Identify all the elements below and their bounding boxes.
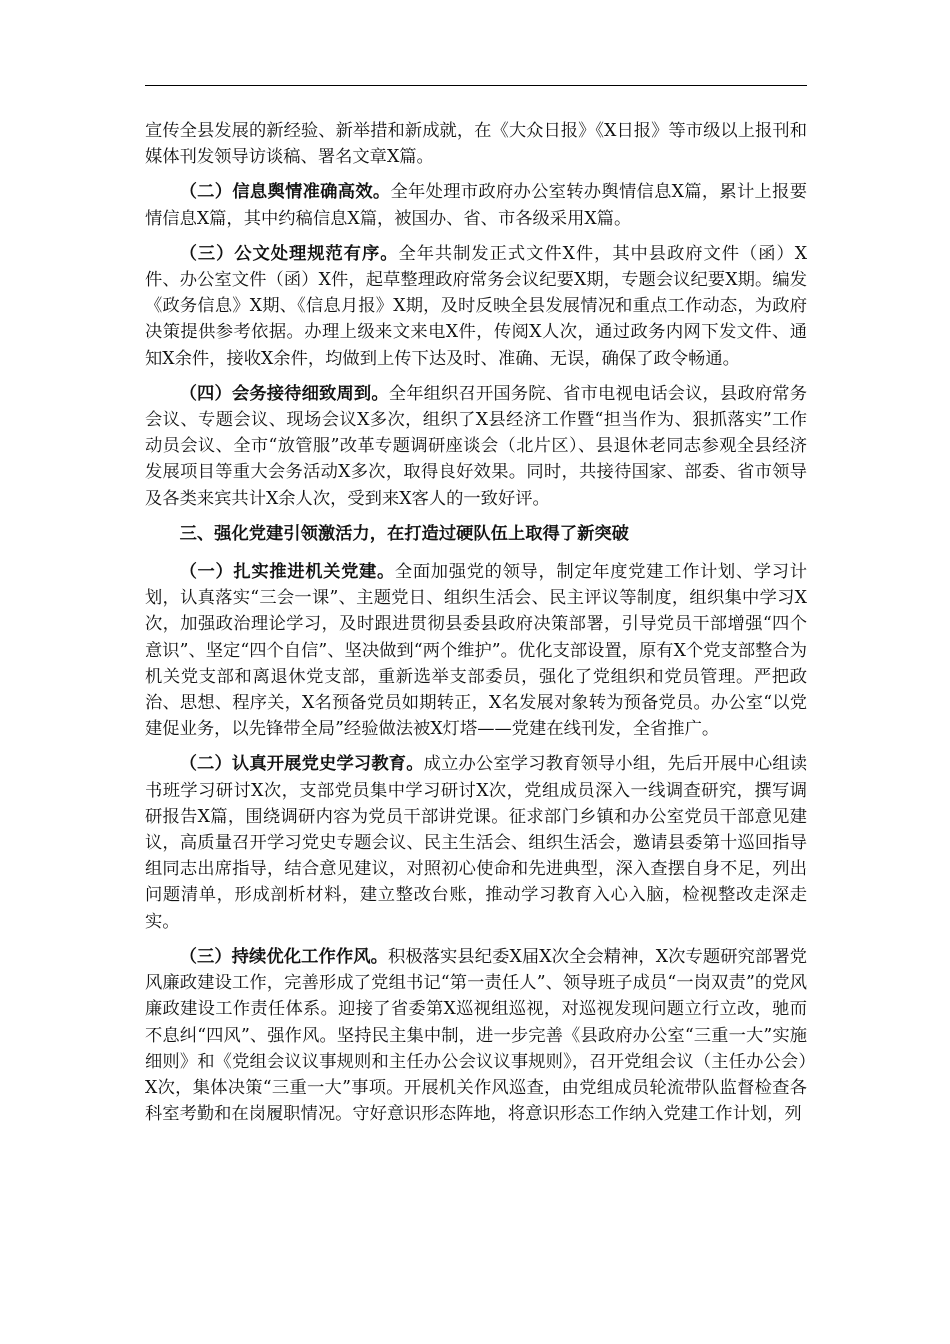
paragraph-body: 宣传全县发展的新经验、新举措和新成就，在《大众日报》《X日报》等市级以上报刊和媒体刊发领导访谈稿、署名文章X篇。 xyxy=(145,121,807,168)
paragraph-party-building xyxy=(145,559,807,742)
header-rule xyxy=(145,85,807,86)
paragraph-heading: （三）持续优化工作作风。 xyxy=(179,946,388,967)
paragraph-info-sentiment xyxy=(145,179,807,231)
document-body xyxy=(145,118,807,1136)
paragraph-body: 积极落实县纪委X届X次全会精神，X次专题研究部署党风廉政建设工作，完善形成了党组书记“第一责任人”、领导班子成员“一岗双责”的党风廉政建设工作责任体系。迎接了省委第X巡视组巡视，对巡视发现问题立行立改，驰而不息纠“四风”、强作风。坚持民主集中制，进一步完善《县政府办公室“三重一大”实施细则》和《党组会议议事规则和主任办公会议议事规则》，召开党组会议（主任办公会）X次，集体决策“三重一大”事项。开展机关作风巡查，由党组成员轮流带队监督检查各科室考勤和在岗履职情况。守好意识形态阵地，将意识形态工作纳入党建工作计划，列 xyxy=(145,946,807,1125)
paragraph-body: 全面加强党的领导，制定年度党建工作计划、学习计划，认真落实“三会一课”、主题党日、组织生活会、民主评议等制度，组织集中学习X次，加强政治理论学习，及时跟进贯彻县委县政府决策部署，引导党员干部增强“四个意识”、坚定“四个自信”、坚决做到“两个维护”。优化支部设置，原有X个党支部整合为机关党支部和离退休党支部，重新选举支部委员，强化了党组织和党员管理。严把政治、思想、程序关，X名预备党员如期转正，X名发展对象转为预备党员。办公室“以党建促业务，以先锋带全局”经验做法被X灯塔——党建在线刊发，全省推广。 xyxy=(145,562,807,740)
paragraph-work-style xyxy=(145,944,807,1127)
paragraph-meeting-reception xyxy=(145,381,807,512)
paragraph-heading: （一）扎实推进机关党建。 xyxy=(179,562,395,583)
paragraph-history-education xyxy=(145,751,807,934)
paragraph-heading: （三）公文处理规范有序。 xyxy=(179,243,399,264)
paragraph-heading: （四）会务接待细致周到。 xyxy=(179,383,389,404)
paragraph-continuation xyxy=(145,118,807,170)
paragraph-body: 全年组织召开国务院、省市电视电话会议，县政府常务会议、专题会议、现场会议X多次，组织了X县经济工作暨“担当作为、狠抓落实”工作动员会议、全市“放管服”改革专题调研座谈会（北片区）、县退休老同志参观全县经济发展项目等重大会务活动X多次，取得良好效果。同时，共接待国家、部委、省市领导及各类来宾共计X余人次，受到来X客人的一致好评。 xyxy=(145,383,807,509)
section-heading: 三、强化党建引领激活力，在打造过硬队伍上取得了新突破 xyxy=(179,523,629,544)
paragraph-heading: （二）信息舆情准确高效。 xyxy=(179,182,391,203)
paragraph-body: 全年共制发正式文件X件，其中县政府文件（函）X件、办公室文件（函）X件，起草整理政府常务会议纪要X期，专题会议纪要X期。编发《政务信息》X期、《信息月报》X期，及时反映全县发展情况和重点工作动态，为政府决策提供参考依据。办理上级来文来电X件，传阅X人次，通过政务内网下发文件、通知X余件，接收X余件，均做到上传下达及时、准确、无误，确保了政令畅通。 xyxy=(145,243,807,369)
paragraph-document-processing xyxy=(145,241,807,372)
paragraph-body: 全年处理市政府办公室转办舆情信息X篇，累计上报要情信息X篇，其中约稿信息X篇，被国办、省、市各级采用X篇。 xyxy=(145,182,807,229)
paragraph-heading: （二）认真开展党史学习教育。 xyxy=(179,754,424,775)
paragraph-body: 成立办公室学习教育领导小组，先后开展中心组读书班学习研讨X次，支部党员集中学习研讨X次，党组成员深入一线调查研究，撰写调研报告X篇，围绕调研内容为党员干部讲党课。征求部门乡镇和办公室党员干部意见建议，高质量召开学习党史专题会议、民主生活会、组织生活会，邀请县委第十巡回指导组同志出席指导，结合意见建议，对照初心使命和先进典型，深入查摆自身不足，列出问题清单，形成剖析材料，建立整改台账，推动学习教育入心入脑，检视整改走深走实。 xyxy=(145,754,807,932)
